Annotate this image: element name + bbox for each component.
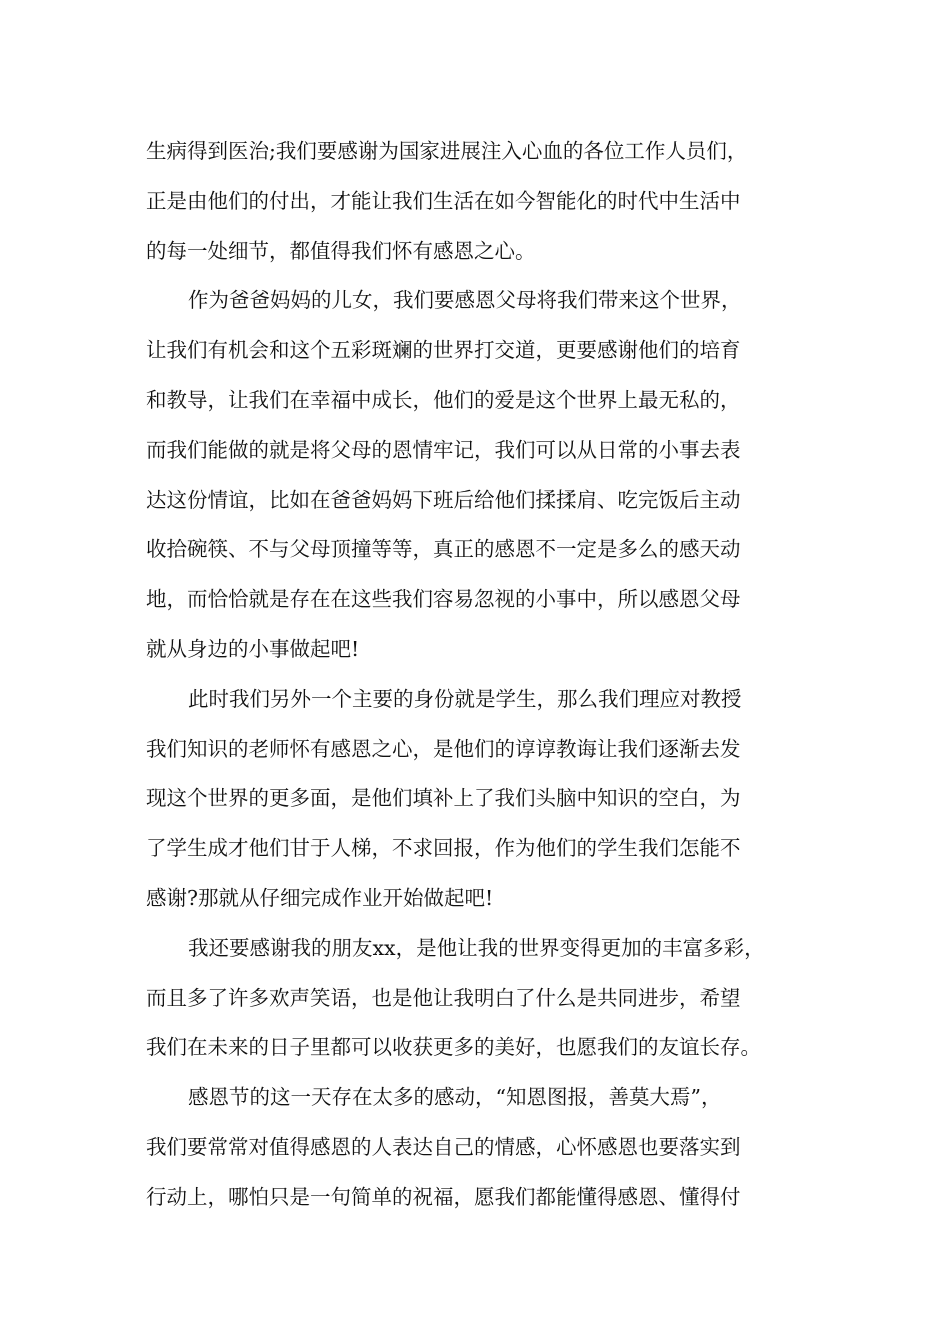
text-line: 达这份情谊，比如在爸爸妈妈下班后给他们揉揉肩、吃完饭后主动 [146,487,741,512]
body-text [146,127,826,1223]
text-line: 感谢?那就从仔细完成作业开始做起吧! [146,885,494,910]
text-line: 我们要常常对值得感恩的人表达自己的情感，心怀感恩也要落实到 [146,1134,741,1159]
text-line: 我们知识的老师怀有感恩之心，是他们的谆谆教诲让我们逐渐去发 [146,736,741,761]
text-line: 地，而恰恰就是存在在这些我们容易忽视的小事中，所以感恩父母 [146,587,741,612]
text-line: 了学生成才他们甘于人梯，不求回报，作为他们的学生我们怎能不 [146,836,741,861]
paragraph-first-line: 我还要感谢我的朋友xx，是他让我的世界变得更加的丰富多彩， [188,935,765,960]
text-line: 和教导，让我们在幸福中成长，他们的爱是这个世界上最无私的， [146,387,741,412]
paragraph-first-line: 作为爸爸妈妈的儿女，我们要感恩父母将我们带来这个世界， [188,288,742,313]
text-line: 现这个世界的更多面，是他们填补上了我们头脑中知识的空白，为 [146,786,741,811]
text-line: 生病得到医治;我们要感谢为国家进展注入心血的各位工作人员们， [146,139,748,163]
text-line: 收拾碗筷、不与父母顶撞等等，真正的感恩不一定是多么的感天动 [146,537,741,562]
paragraph-first-line: 此时我们另外一个主要的身份就是学生，那么我们理应对教授 [188,686,742,711]
text-line: 让我们有机会和这个五彩斑斓的世界打交道，更要感谢他们的培育 [146,338,741,363]
text-line: 我们在未来的日子里都可以收获更多的美好，也愿我们的友谊长存。 [146,1035,761,1060]
text-line: 正是由他们的付出，才能让我们生活在如今智能化的时代中生活中 [146,188,741,213]
paragraph-first-line: 感恩节的这一天存在太多的感动，“知恩图报，善莫大焉”， [188,1085,722,1110]
text-line: 的每一处细节，都值得我们怀有感恩之心。 [146,238,536,263]
text-line: 就从身边的小事做起吧! [146,636,360,661]
text-line: 而且多了许多欢声笑语，也是他让我明白了什么是共同进步，希望 [146,985,741,1010]
text-line: 而我们能做的就是将父母的恩情牢记，我们可以从日常的小事去表 [146,437,741,462]
text-line: 行动上，哪怕只是一句简单的祝福，愿我们都能懂得感恩、懂得付 [146,1184,741,1209]
